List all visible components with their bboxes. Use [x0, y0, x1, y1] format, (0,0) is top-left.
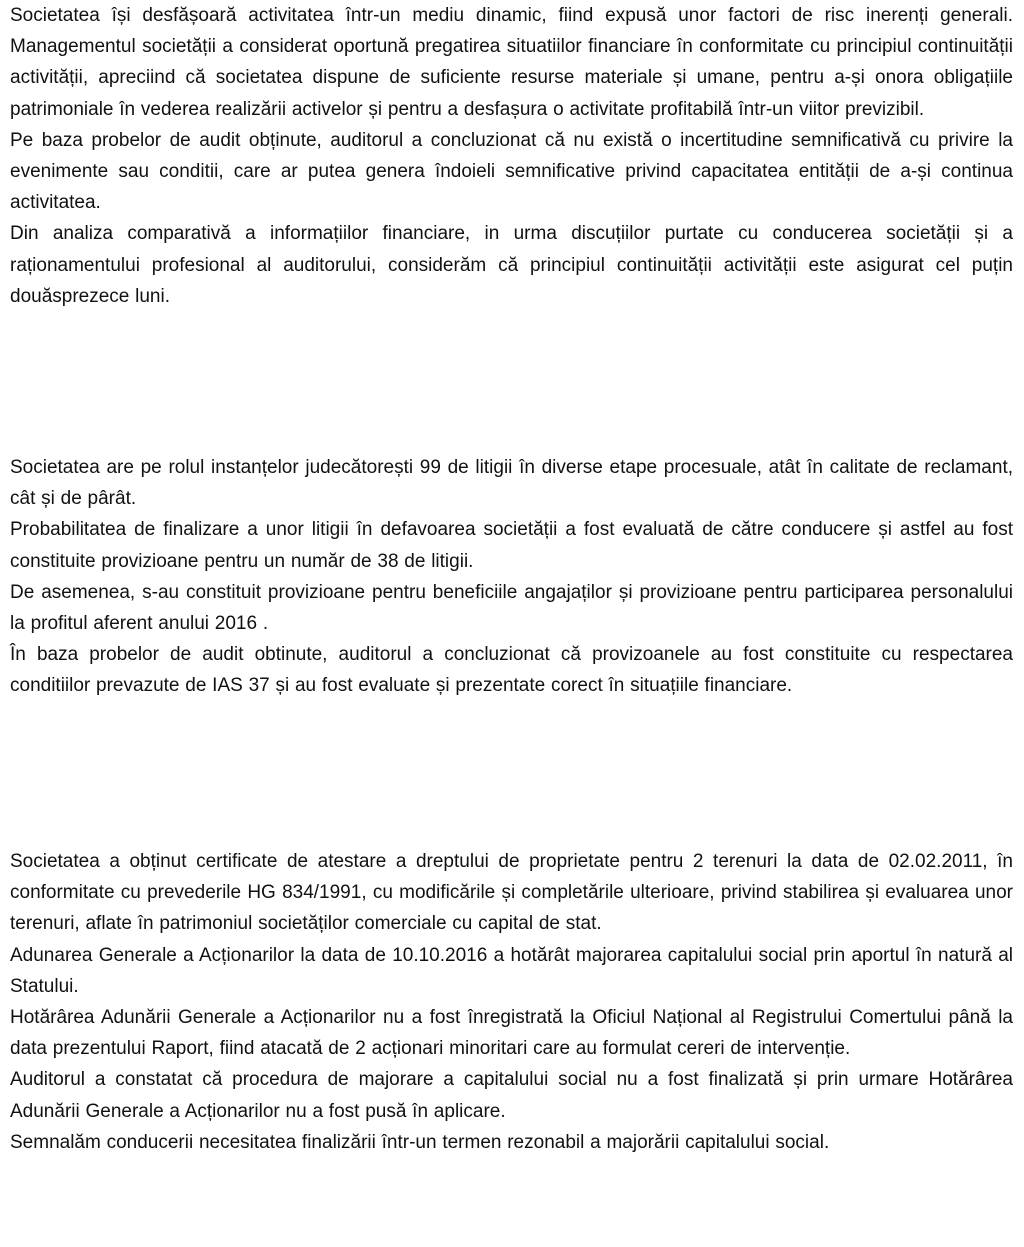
going-concern-paragraph-1: Societatea își desfășoară activitatea într-un mediu dinamic, fiind expusă unor factori de risc inerenți generali. Managementul societății a considerat oportună pregatirea situatiilor financiare în conformitate cu principiul continuității activității, apreciind că societatea dispune de suficiente resurse materiale și umane, pentru a-și onora obligațiile patrimoniale în vederea realizării activelor și pentru a desfașura o activitate profitabilă într-un viitor previzibil. — [10, 5, 1013, 120]
litigation-paragraph-3: De asemenea, s-au constituit provizioane pentru beneficiile angajaților și provizioane pentru participarea personalului la profitul aferent anului 2016 . — [10, 581, 1013, 635]
land-and-capital-section — [10, 846, 1013, 1158]
going-concern-paragraph-3: Din analiza comparativă a informațiilor financiare, in urma discuțiilor purtate cu conducerea societății și a raționamentului profesional al auditorului, considerăm că principiul continuității activității este asigurat cel puțin douăsprezece luni. — [10, 223, 1013, 307]
land-capital-paragraph-3: Hotărârea Adunării Generale a Acționarilor nu a fost înregistrată la Oficiul Național al Registrului Comertului până la data prezentului Raport, fiind atacată de 2 acționari minoritari care au formulat cereri de intervenție. — [10, 1007, 1013, 1060]
land-capital-paragraph-1: Societatea a obținut certificate de atestare a dreptului de proprietate pentru 2 terenuri la data de 02.02.2011, în conformitate cu prevederile HG 834/1991, cu modificările și completările ulterioare, privind stabilirea și evaluarea unor terenuri, aflate în patrimoniul societăților comerciale cu capital de stat. — [10, 851, 1013, 935]
litigation-paragraph-1: Societatea are pe rolul instanțelor judecătorești 99 de litigii în diverse etape procesuale, atât în calitate de reclamant, cât și de pârât. — [10, 457, 1013, 510]
land-capital-paragraph-5: Semnalăm conducerii necesitatea finalizării într-un termen rezonabil a majorării capitalului social. — [10, 1131, 830, 1153]
land-capital-paragraph-4: Auditorul a constatat că procedura de majorare a capitalului social nu a fost finalizată și prin urmare Hotărârea Adunării Generale a Acționarilor nu a fost pusă în aplicare. — [10, 1069, 1013, 1122]
going-concern-paragraph-2: Pe baza probelor de audit obținute, auditorul a concluzionat că nu există o incertitudine semnificativă cu privire la evenimente sau conditii, care ar putea genera îndoieli semnificative privind capacitatea entității de a-și continua activitatea. — [10, 129, 1013, 214]
land-capital-paragraph-2: Adunarea Generale a Acționarilor la data de 10.10.2016 a hotărât majorarea capitalului social prin aportul în natură al Statului. — [10, 944, 1013, 997]
litigation-paragraph-2: Probabilitatea de finalizare a unor litigii în defavoarea societății a fost evaluată de către conducere și astfel au fost constituite provizioane pentru un număr de 38 de litigii. — [10, 519, 1013, 572]
going-concern-section — [10, 0, 1013, 312]
litigation-section — [10, 452, 1013, 702]
litigation-paragraph-4: În baza probelor de audit obtinute, auditorul a concluzionat că provizoanele au fost constituite cu respectarea conditiilor prevazute de IAS 37 și au fost evaluate și prezentate corect în situațiile financiare. — [10, 644, 1013, 697]
